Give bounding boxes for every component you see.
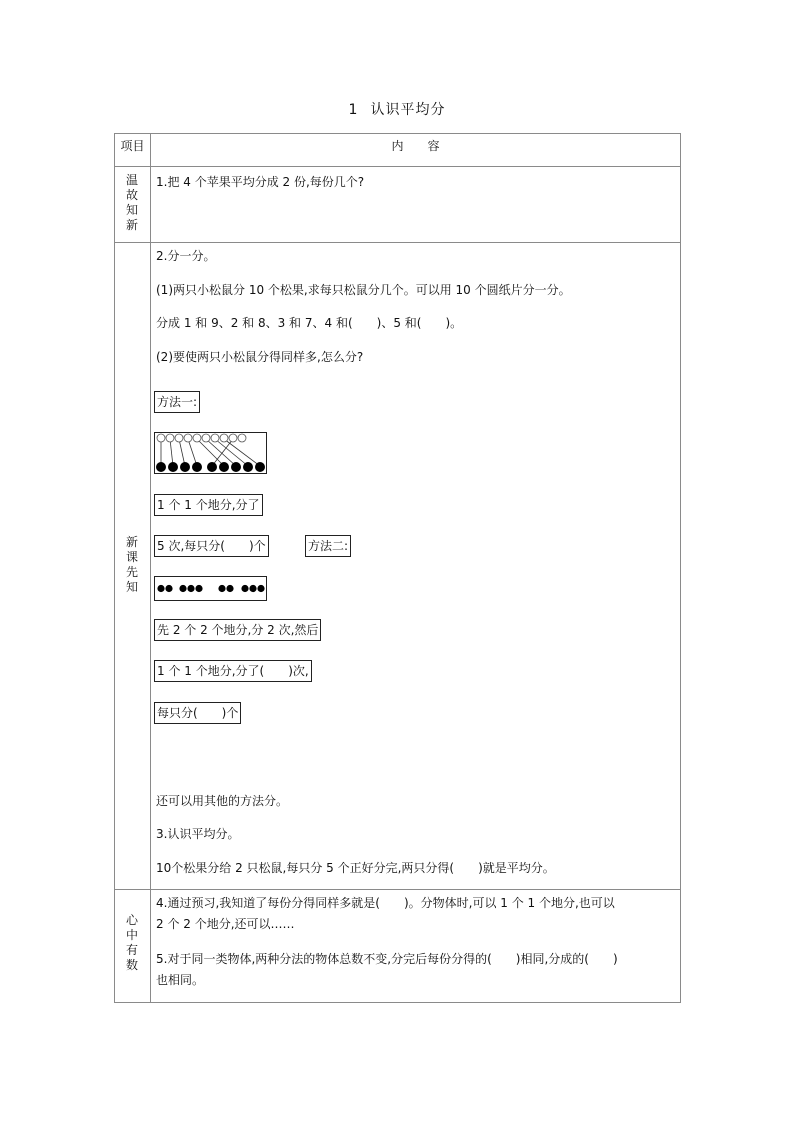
box-one-by-one-then-text: 1 个 1 个地分,分了( )次,: [157, 664, 309, 678]
question-3-text: 10个松果分给 2 只松鼠,每只分 5 个正好分完,两只分得( )就是平均分。: [156, 861, 555, 875]
table-border-left: [114, 133, 115, 1003]
question-2: 2.分一分。: [156, 249, 216, 263]
table-column-divider: [150, 133, 151, 1003]
dots: [157, 585, 264, 592]
method-2-label: 方法二:: [308, 539, 349, 553]
dot-groups: [154, 576, 267, 601]
connector-lines: [161, 439, 260, 466]
other-methods: 还可以用其他的方法分。: [156, 794, 289, 808]
question-4-line-1: 4.通过预习,我知道了每份分得同样多就是( )。分物体时,可以 1 个 1 个地分,也可以: [156, 896, 615, 910]
question-5-line-2: 也相同。: [156, 973, 205, 987]
box-one-by-one-then: [154, 660, 312, 682]
open-circles: [157, 434, 246, 442]
box-five-times-text: 5 次,每只分( )个: [157, 539, 266, 553]
box-each-gets-text: 每只分( )个: [157, 706, 239, 720]
method-2-label-box: [305, 535, 351, 557]
method-1-label: 方法一:: [157, 395, 198, 409]
question-2-part-2: (2)要使两只小松鼠分得同样多,怎么分?: [156, 350, 364, 364]
box-five-times: [154, 535, 269, 557]
header-item: 项目: [120, 139, 145, 153]
box-one-by-one: [154, 494, 263, 516]
question-3: 3.认识平均分。: [156, 827, 240, 841]
box-each-gets: [154, 702, 241, 724]
box-one-by-one-text: 1 个 1 个地分,分了: [157, 498, 260, 512]
table-divider: [114, 166, 681, 167]
question-2-split-options: 分成 1 和 9、2 和 8、3 和 7、4 和( )、5 和( )。: [156, 316, 463, 330]
table-border-bottom: [114, 1002, 681, 1003]
page-title: [0, 99, 794, 119]
figure-one-by-one: [154, 432, 267, 474]
box-two-by-two-text: 先 2 个 2 个地分,分 2 次,然后: [157, 623, 319, 637]
table-divider: [114, 242, 681, 243]
section-label-reflection: 心中有数: [125, 913, 138, 972]
table-border-right: [680, 133, 681, 1003]
filled-dots: [156, 462, 265, 472]
lesson-title: 认识平均分: [370, 102, 446, 118]
box-two-by-two: [154, 619, 321, 641]
method-1-label-box: [154, 391, 200, 413]
section-label-review: 温故知新: [125, 173, 138, 232]
question-4-line-2: 2 个 2 个地分,还可以……: [156, 917, 295, 931]
table-border-top: [114, 133, 681, 134]
question-5-line-1: 5.对于同一类物体,两种分法的物体总数不变,分完后每份分得的( )相同,分成的( ): [156, 952, 618, 966]
pairing-diagram: [154, 432, 267, 474]
header-content: 内 容: [391, 139, 440, 153]
lesson-number: 1: [348, 102, 359, 118]
question-2-part-1: (1)两只小松鼠分 10 个松果,求每只松鼠分几个。可以用 10 个圆纸片分一分。: [156, 283, 571, 297]
question-1: 1.把 4 个苹果平均分成 2 份,每份几个?: [156, 175, 365, 189]
table-divider: [114, 889, 681, 890]
section-label-preview: 新课先知: [125, 535, 138, 594]
figure-two-by-two: [154, 576, 267, 601]
